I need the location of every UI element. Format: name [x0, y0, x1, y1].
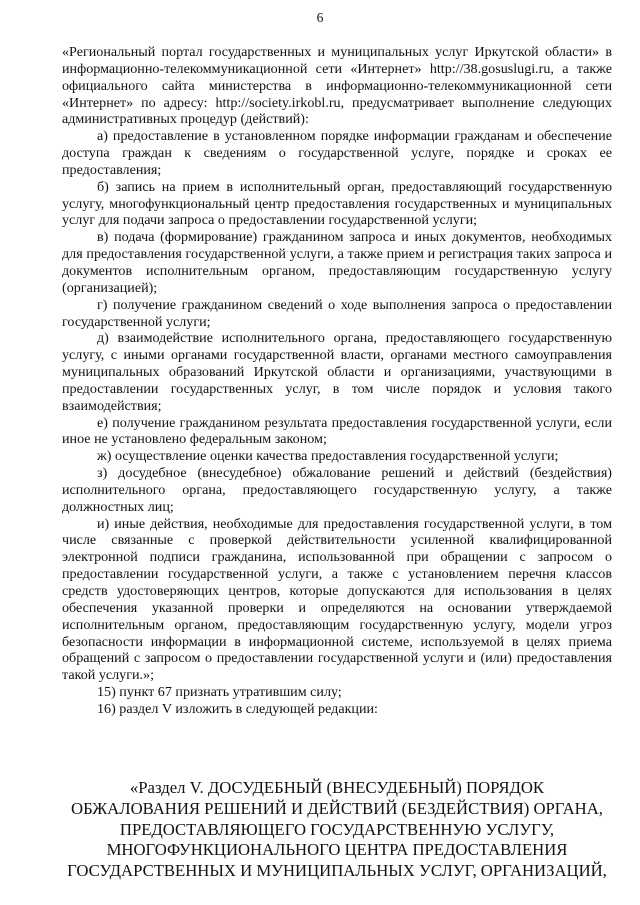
paragraph-item-a: а) предоставление в установленном порядке информации гражданам и обеспечение доступа граждан к сведениям о государственной услуге, порядке и сроках ее предоставления;: [62, 128, 612, 178]
paragraph-item-zh: ж) осуществление оценки качества предоставления государственной услуги;: [97, 448, 559, 465]
paragraph-item-g: г) получение гражданином сведений о ходе выполнения запроса о предоставлении государственной услуги;: [62, 296, 612, 330]
document-body: [62, 44, 612, 718]
paragraph-item-d: д) взаимодействие исполнительного органа, предоставляющего государственную услугу, с иными органами государственной власти, органами местного самоуправления муниципальных образований Иркутской области и организациями, участвующими в предоставлении государственных услуг, в том числе порядок и условия такого взаимодействия;: [62, 330, 612, 414]
paragraph-point-16: 16) раздел V изложить в следующей редакции:: [97, 700, 378, 717]
paragraph-item-e: е) получение гражданином результата предоставления государственной услуги, если иное не установлено федеральным законом;: [62, 414, 612, 448]
paragraph-item-i: и) иные действия, необходимые для предоставления государственной услуги, в том числе связанные с проверкой действительности усиленной квалифицированной электронной подписи гражданина, использованной при обращении с запросом о предоставлении государственной услуги, а также с установлением перечня классов средств удостоверяющих центров, которые допускаются для использования в целях обеспечения указанной проверки и определяются на основании утверждаемой исполнительным органом, предоставляющим государственную услугу, модели угроз безопасности информации в информационной системе, используемой в целях приема обращений с запросом о предоставлении государственной услуги и (или) предоставления такой услуги.»;: [62, 515, 612, 684]
paragraph-item-b: б) запись на прием в исполнительный орган, предоставляющий государственную услугу, многофункциональный центр предоставления государственных и муниципальных услуг для подачи запроса о предоставлении государственной услуги;: [62, 178, 612, 229]
paragraph-point-15: 15) пункт 67 признать утратившим силу;: [97, 684, 342, 701]
heading-line: «Раздел V. ДОСУДЕБНЫЙ (ВНЕСУДЕБНЫЙ) ПОРЯДОК: [129, 778, 545, 797]
section-heading: [62, 778, 612, 882]
heading-line: ОБЖАЛОВАНИЯ РЕШЕНИЙ И ДЕЙСТВИЙ (БЕЗДЕЙСТВИЯ) ОРГАНА,: [71, 798, 603, 818]
paragraph-item-z: з) досудебное (внесудебное) обжалование решений и действий (бездействия) исполнительного органа, предоставляющего государственную услугу, а также должностных лиц;: [62, 465, 612, 515]
heading-line: МНОГОФУНКЦИОНАЛЬНОГО ЦЕНТРА ПРЕДОСТАВЛЕНИЯ: [106, 840, 568, 860]
heading-line: ГОСУДАРСТВЕННЫХ И МУНИЦИПАЛЬНЫХ УСЛУГ, ОРГАНИЗАЦИЙ,: [67, 861, 607, 881]
paragraph-item-v: в) подача (формирование) гражданином запроса и иных документов, необходимых для предоставления государственной услуги, а также прием и регистрация таких запроса и документов исполнительным органом, предоставляющим государственную услугу (организацией);: [62, 229, 612, 296]
paragraph-portal-intro: «Региональный портал государственных и муниципальных услуг Иркутской области» в информационно-телекоммуникационной сети «Интернет» http://38.gosuslugi.ru, а также официального сайта министерства в информационно-телекоммуникационной сети «Интернет» по адресу: http://society.irkobl.ru, предусматривает выполнение следующих административных процедур (действий):: [62, 44, 612, 128]
page-number: 6: [316, 10, 324, 25]
heading-line: ПРЕДОСТАВЛЯЮЩЕГО ГОСУДАРСТВЕННУЮ УСЛУГУ,: [119, 819, 555, 839]
